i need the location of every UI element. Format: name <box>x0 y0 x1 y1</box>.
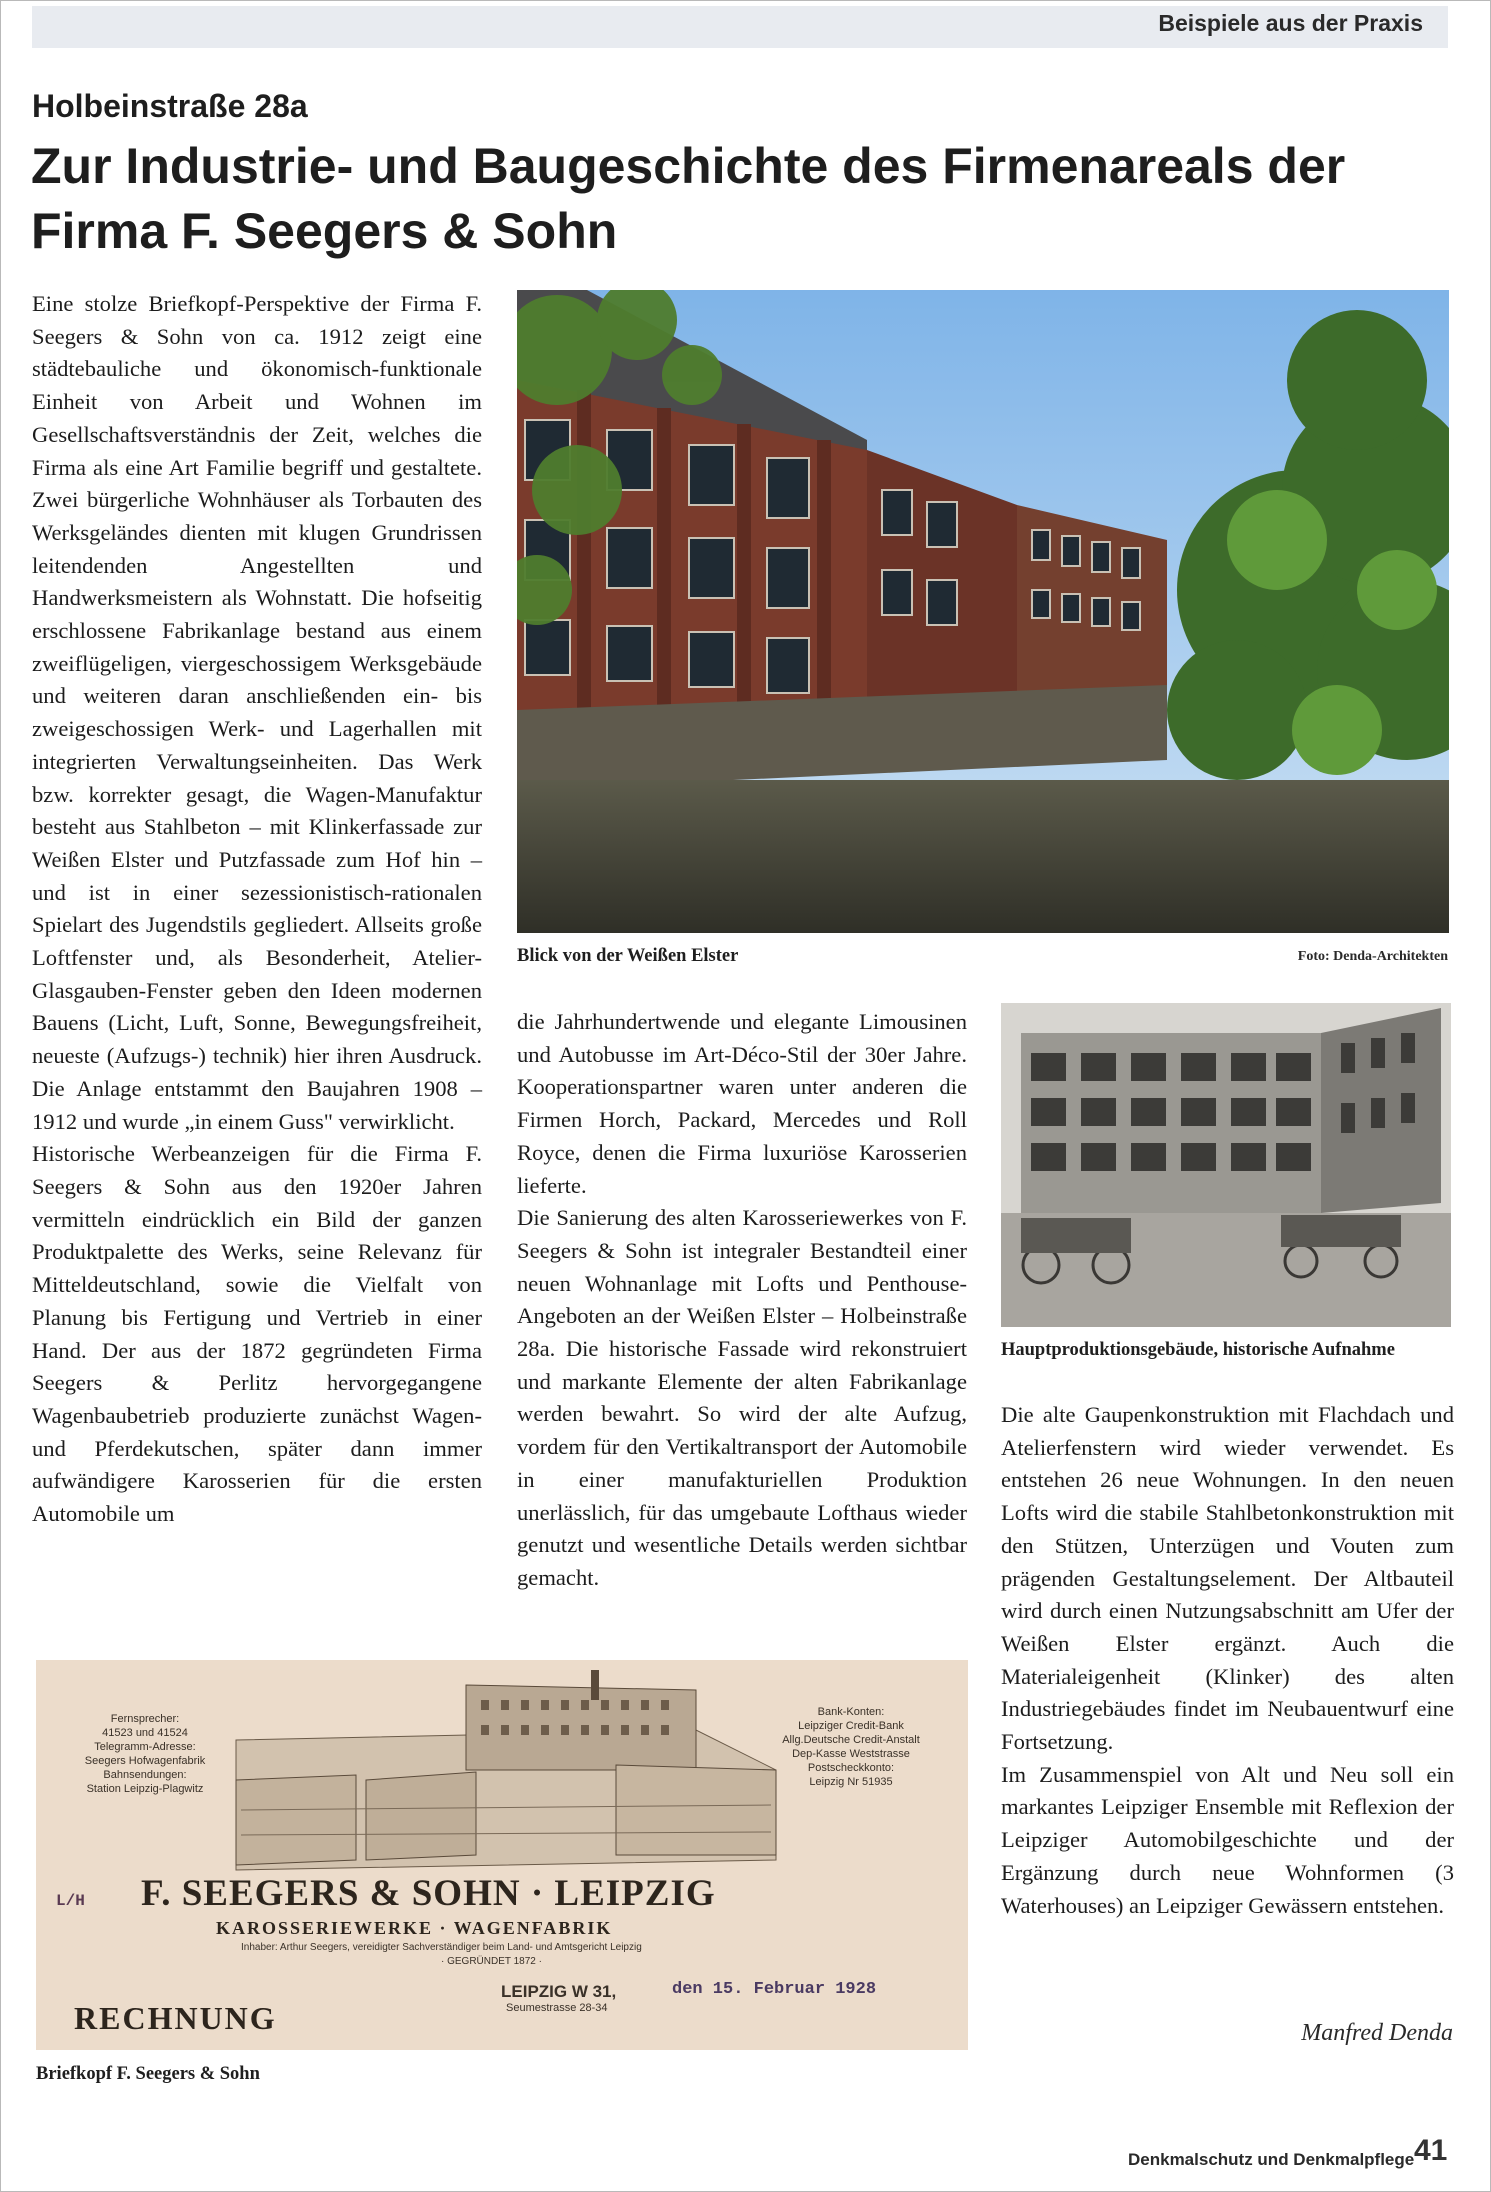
letterhead-owner: Inhaber: Arthur Seegers, vereidigter Sachverständiger beim Land- und Amtsgericht Leipzig <box>241 1942 642 1953</box>
letterhead-line: Station Leipzig-Plagwitz <box>86 1783 204 1795</box>
letterhead-street: Seumestrasse 28-34 <box>506 2002 608 2014</box>
paragraph: die Jahrhundertwende und elegante Limousinen und Autobusse im Art-Déco-Stil der 30er Jahre. Kooperationspartner waren unter anderen die Firmen Horch, Packard, Mercedes und Roll Royce, denen die Firma luxuriöse Karosserien lieferte. <box>517 1009 967 1198</box>
paragraph: Eine stolze Briefkopf-Perspektive der Firma F. Seegers & Sohn von ca. 1912 zeigt eine städtebauliche und ökonomisch-funktionale Einheit von Arbeit und Wohnen im Gesellschaftsverständnis der Zeit, welches die Firma als eine Art Familie begriff und gestaltete. Zwei bürgerliche Wohnhäuser als Torbauten des Werksgeländes dienten mit klugen Grundrissen leitendenden Angestellten und Handwerksmeistern als Wohnstatt. Die hofseitig erschlossene Fabrikanlage bestand aus einem zweiflügeligen, viergeschossigem Werksgebäude und weiteren daran anschließenden ein- bis zweigeschossigen Werk- und Lagerhallen mit integrierten Verwaltungseinheiten. Das Werk bzw. korrekter gesagt, die Wagen-Manufaktur besteht aus Stahlbeton – mit Klinkerfassade zur Weißen Elster und Putzfassade zum Hof hin – und ist in einer sezessionistisch-rationalen Spielart des Jugendstils gegliedert. Allseits große Loftfenster und, als Besonderheit, Atelier-Glasgauben-Fenster geben den Ideen modernen Bauens (Licht, Luft, Sonne, Bewegungsfreiheit, neueste (Aufzugs-) technik) hier ihren Ausdruck. Die Anlage entstammt den Baujahren 1908 – 1912 und wurde „in einem Guss" verwirklicht. <box>32 291 482 1134</box>
page-number: 41 <box>1414 2134 1448 2167</box>
footer-publication: Denkmalschutz und Denkmalpflege <box>1128 2150 1415 2169</box>
letterhead-bank-info <box>776 1705 926 1789</box>
text-column-2 <box>517 1006 967 1595</box>
letterhead-line: Seegers Hofwagenfabrik <box>84 1755 206 1767</box>
letterhead-firm-name: F. SEEGERS & SOHN · LEIPZIG <box>141 1873 716 1914</box>
photo2-caption: Hauptproduktionsgebäude, historische Aufnahme <box>1001 1340 1395 1360</box>
letterhead-subtitle: KAROSSERIEWERKE · WAGENFABRIK <box>216 1918 613 1938</box>
letterhead-line: Bank-Konten: <box>817 1706 885 1718</box>
building-river-illustration <box>517 290 1449 933</box>
letterhead-city: LEIPZIG W 31, <box>501 1982 617 2001</box>
letterhead-line: Dep-Kasse Weststrasse <box>792 1748 910 1760</box>
paragraph: Im Zusammenspiel von Alt und Neu soll ein markantes Leipziger Ensemble mit Reflexion der Leipziger Automobilgeschichte und der Ergänzung durch neue Wohnformen (3 Waterhouses) an Leipziger Gewässern entstehen. <box>1001 1761 1454 1918</box>
letterhead-line: Telegramm-Adresse: <box>94 1741 196 1753</box>
text-column-3 <box>1001 1399 1454 1922</box>
photo-historic-factory <box>1001 1003 1451 1327</box>
letterhead-line: Leipziger Credit-Bank <box>798 1720 904 1732</box>
paragraph: Die Sanierung des alten Karosseriewerkes von F. Seegers & Sohn ist integraler Bestandteil einer neuen Wohnanlage mit Lofts und Penthouse-Angeboten an der Weißen Elster – Holbeinstraße 28a. Die historische Fassade wird rekonstruiert und markante Elemente der alten Fabrikanlage werden bewahrt. So wird der alte Aufzug, vordem für den Vertikaltransport der Automobile in einer manufakturiellen Produktion unerlässlich, für das umgebaute Lofthaus wieder genutzt und wesentliche Details werden sichtbar gemacht. <box>517 1205 967 1590</box>
letterhead-mark: L/H <box>56 1892 85 1910</box>
letterhead-caption: Briefkopf F. Seegers & Sohn <box>36 2064 260 2084</box>
letterhead-document-type: RECHNUNG <box>74 2000 277 2036</box>
letterhead-line: Fernsprecher: <box>110 1713 180 1725</box>
letterhead-line: Leipzig Nr 51935 <box>809 1776 893 1788</box>
historic-factory-illustration <box>1001 1003 1451 1327</box>
letterhead-image <box>36 1660 968 2050</box>
letterhead-founded: · GEGRÜNDET 1872 · <box>441 1956 542 1967</box>
photo1-caption: Blick von der Weißen Elster <box>517 946 739 966</box>
article-kicker: Holbeinstraße 28a <box>32 88 308 124</box>
article-headline: Zur Industrie- und Baugeschichte des Firmenareals der Firma F. Seegers & Sohn <box>31 138 1346 259</box>
letterhead-line: Postscheckkonto: <box>807 1762 895 1774</box>
letterhead-line: 41523 und 41524 <box>102 1727 188 1739</box>
paragraph: Historische Werbeanzeigen für die Firma F. Seegers & Sohn aus den 1920er Jahren vermitteln eindrücklich ein Bild der ganzen Produktpalette des Werks, seine Relevanz für Mitteldeutschland, sowie die Vielfalt von Planung bis Fertigung und Vertrieb in einer Hand. Der aus der 1872 gegründeten Firma Seegers & Perlitz hervorgegangene Wagenbaubetrieb produzierte zunächst Wagen- und Pferdekutschen, später dann immer aufwändigere Karosserien für die ersten Automobile um <box>32 1141 482 1527</box>
author-name: Manfred Denda <box>1301 2020 1453 2046</box>
photo1-credit: Foto: Denda-Architekten <box>1297 949 1448 964</box>
text-column-1 <box>32 288 482 1531</box>
section-label: Beispiele aus der Praxis <box>1158 10 1423 36</box>
paragraph: Die alte Gaupenkonstruktion mit Flachdach und Atelierfenstern wird wieder verwendet. Es entstehen 26 neue Wohnungen. In den neuen Lofts wird die stabile Stahlbetonkonstruktion mit den Stützen, Unterzügen und Vouten zum prägenden Gestaltungselement. Der Altbauteil wird durch einen Nutzungsabschnitt am Ufer der Weißen Elster ergänzt. Auch die Materialeigenheit (Klinker) des alten Industriegebäudes findet im Neubauentwurf eine Fortsetzung. <box>1001 1402 1454 1755</box>
letterhead-contact-info <box>80 1712 210 1796</box>
letterhead-line: Bahnsendungen: <box>103 1769 187 1781</box>
photo-building-river <box>517 290 1449 933</box>
letterhead-line: Allg.Deutsche Credit-Anstalt <box>782 1734 920 1746</box>
letterhead-date: den 15. Februar 1928 <box>672 1980 877 1999</box>
